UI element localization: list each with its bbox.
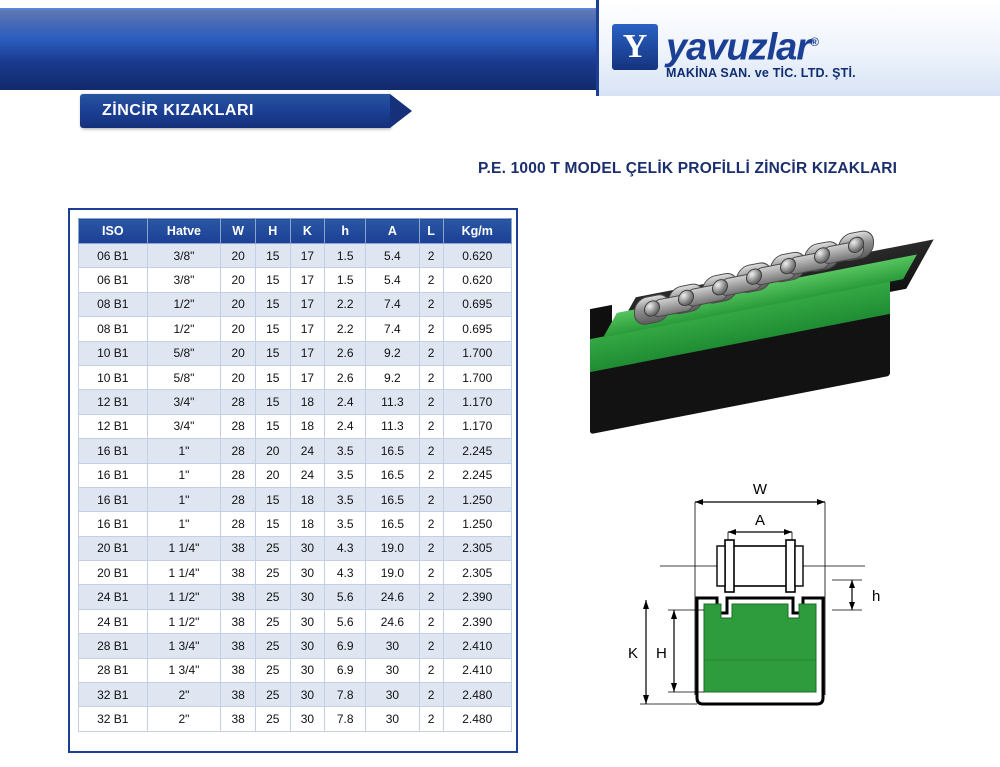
cell-iso: 06 B1 [79,268,148,292]
table-header-row [79,219,512,244]
cell-l: 2 [419,268,443,292]
product-photo [560,215,960,450]
cell-l: 2 [419,341,443,365]
cell-h-low: 4.3 [325,561,366,585]
cell-w: 38 [221,609,256,633]
cell-l: 2 [419,609,443,633]
cell-k: 30 [290,585,325,609]
table-row [79,463,512,487]
table-row [79,390,512,414]
cell-l: 2 [419,292,443,316]
cell-l: 2 [419,683,443,707]
cell-h-cap: 25 [255,536,290,560]
cell-k: 18 [290,390,325,414]
cell-h-cap: 25 [255,683,290,707]
cell-h-cap: 25 [255,609,290,633]
cell-h-cap: 25 [255,634,290,658]
cell-l: 2 [419,365,443,389]
cell-h-low: 7.8 [325,707,366,731]
cell-k: 30 [290,707,325,731]
cell-a: 5.4 [366,268,420,292]
cell-h-low: 7.8 [325,683,366,707]
cell-a: 24.6 [366,585,420,609]
company-logo [612,22,856,80]
brand-name-text: yavuzlar [666,26,811,69]
cell-h-low: 4.3 [325,536,366,560]
cell-l: 2 [419,512,443,536]
cell-iso: 16 B1 [79,439,148,463]
cell-a: 7.4 [366,317,420,341]
col-header-a: A [366,219,420,244]
cell-w: 28 [221,414,256,438]
cell-l: 2 [419,463,443,487]
cell-iso: 08 B1 [79,292,148,316]
cell-a: 30 [366,683,420,707]
cell-h-cap: 20 [255,463,290,487]
col-header-kgm: Kg/m [443,219,512,244]
logo-text-block [666,22,856,80]
cell-l: 2 [419,658,443,682]
cell-k: 24 [290,463,325,487]
cell-h-low: 3.5 [325,439,366,463]
brand-subtitle: MAKİNA SAN. ve TİC. LTD. ŞTİ. [666,65,856,80]
col-header-k: K [290,219,325,244]
cell-k: 24 [290,439,325,463]
spec-table [78,218,512,732]
spec-table-frame [68,208,518,753]
cell-kgm: 1.250 [443,487,512,511]
cell-h-cap: 25 [255,658,290,682]
cell-a: 30 [366,634,420,658]
col-header-hatve: Hatve [147,219,221,244]
table-row [79,414,512,438]
cell-iso: 08 B1 [79,317,148,341]
cell-l: 2 [419,317,443,341]
cell-kgm: 0.695 [443,317,512,341]
cell-iso: 32 B1 [79,683,148,707]
cell-h-cap: 15 [255,341,290,365]
cell-h-low: 1.5 [325,268,366,292]
table-row [79,585,512,609]
cell-kgm: 2.480 [443,707,512,731]
cell-w: 38 [221,536,256,560]
cell-hatve: 2" [147,707,221,731]
cell-iso: 12 B1 [79,390,148,414]
table-row [79,683,512,707]
table-row [79,439,512,463]
table-row [79,561,512,585]
table-row [79,512,512,536]
cell-h-low: 6.9 [325,634,366,658]
cell-kgm: 1.700 [443,365,512,389]
dim-label-h-lower: h [872,588,881,605]
cell-h-low: 3.5 [325,487,366,511]
cell-k: 17 [290,292,325,316]
table-row [79,658,512,682]
header-blue-band [0,8,620,90]
cell-h-low: 5.6 [325,585,366,609]
cell-l: 2 [419,487,443,511]
cell-iso: 20 B1 [79,536,148,560]
cell-h-low: 3.5 [325,512,366,536]
cell-h-cap: 15 [255,365,290,389]
technical-drawing-svg [600,470,930,750]
table-row [79,536,512,560]
cell-kgm: 2.410 [443,658,512,682]
cell-k: 30 [290,609,325,633]
cell-a: 30 [366,707,420,731]
table-row [79,634,512,658]
technical-drawing [600,470,930,750]
cell-a: 19.0 [366,536,420,560]
table-row [79,609,512,633]
cell-h-cap: 20 [255,439,290,463]
cell-k: 30 [290,561,325,585]
col-header-h-low: h [325,219,366,244]
cell-k: 18 [290,512,325,536]
cell-kgm: 2.390 [443,585,512,609]
cell-h-low: 2.2 [325,317,366,341]
product-photo-inner [580,235,940,430]
cell-w: 38 [221,585,256,609]
cell-a: 19.0 [366,561,420,585]
cell-l: 2 [419,634,443,658]
registered-trademark-icon: ® [810,35,818,49]
cell-k: 17 [290,317,325,341]
section-tab [80,94,390,128]
cell-a: 11.3 [366,390,420,414]
dim-label-a: A [754,512,766,529]
cell-hatve: 1 1/4" [147,536,221,560]
cell-a: 9.2 [366,341,420,365]
cell-hatve: 2" [147,683,221,707]
col-header-l: L [419,219,443,244]
cell-a: 16.5 [366,439,420,463]
cell-k: 17 [290,268,325,292]
cell-iso: 24 B1 [79,609,148,633]
cell-kgm: 1.700 [443,341,512,365]
cell-l: 2 [419,244,443,268]
cell-l: 2 [419,707,443,731]
cell-a: 9.2 [366,365,420,389]
cell-iso: 06 B1 [79,244,148,268]
cell-w: 20 [221,365,256,389]
cell-k: 17 [290,244,325,268]
section-tab-label: ZİNCİR KIZAKLARI [102,102,254,119]
cell-hatve: 1" [147,512,221,536]
cell-kgm: 1.250 [443,512,512,536]
col-header-w: W [221,219,256,244]
cell-w: 20 [221,244,256,268]
cell-a: 7.4 [366,292,420,316]
table-row [79,268,512,292]
cell-h-low: 3.5 [325,463,366,487]
page-bottom-edge [0,757,1000,767]
cell-hatve: 1 3/4" [147,634,221,658]
cell-w: 38 [221,683,256,707]
dim-label-h-upper: H [656,645,667,662]
cell-w: 28 [221,487,256,511]
table-row [79,292,512,316]
cell-hatve: 1 3/4" [147,658,221,682]
col-header-iso: ISO [79,219,148,244]
table-row [79,341,512,365]
cell-hatve: 5/8" [147,365,221,389]
cell-h-cap: 15 [255,414,290,438]
cell-h-cap: 15 [255,487,290,511]
logo-y-icon [612,24,658,70]
cell-h-low: 2.4 [325,390,366,414]
cell-a: 16.5 [366,463,420,487]
col-header-h-cap: H [255,219,290,244]
cell-w: 38 [221,707,256,731]
cell-k: 17 [290,341,325,365]
cell-k: 30 [290,683,325,707]
page-header [0,0,1000,96]
cell-kgm: 0.620 [443,268,512,292]
cell-a: 24.6 [366,609,420,633]
cell-h-cap: 15 [255,512,290,536]
cell-hatve: 1 1/2" [147,609,221,633]
cell-h-low: 2.2 [325,292,366,316]
cell-iso: 20 B1 [79,561,148,585]
cell-a: 11.3 [366,414,420,438]
cell-a: 16.5 [366,487,420,511]
cell-iso: 28 B1 [79,658,148,682]
cell-kgm: 1.170 [443,414,512,438]
table-row [79,365,512,389]
cell-a: 5.4 [366,244,420,268]
cell-iso: 24 B1 [79,585,148,609]
cell-h-cap: 25 [255,585,290,609]
cell-hatve: 1/2" [147,317,221,341]
table-row [79,317,512,341]
cell-kgm: 2.245 [443,439,512,463]
table-row [79,487,512,511]
table-row [79,707,512,731]
cell-w: 28 [221,439,256,463]
cell-kgm: 1.170 [443,390,512,414]
cell-w: 38 [221,634,256,658]
cell-kgm: 2.390 [443,609,512,633]
cell-k: 30 [290,536,325,560]
cell-h-cap: 25 [255,707,290,731]
dim-label-k: K [628,645,639,662]
cell-w: 28 [221,512,256,536]
cell-hatve: 5/8" [147,341,221,365]
cell-h-cap: 15 [255,268,290,292]
cell-kgm: 2.305 [443,536,512,560]
cell-kgm: 2.305 [443,561,512,585]
cell-h-low: 2.4 [325,414,366,438]
cell-h-low: 2.6 [325,341,366,365]
cell-kgm: 2.245 [443,463,512,487]
cell-k: 18 [290,414,325,438]
cell-hatve: 3/4" [147,390,221,414]
cell-k: 30 [290,658,325,682]
cell-w: 20 [221,292,256,316]
cell-kgm: 0.695 [443,292,512,316]
dim-label-w: W [752,481,768,498]
cell-h-low: 2.6 [325,365,366,389]
cell-hatve: 1" [147,439,221,463]
cell-l: 2 [419,561,443,585]
cell-w: 38 [221,658,256,682]
cell-h-cap: 15 [255,390,290,414]
cell-h-cap: 15 [255,244,290,268]
cell-l: 2 [419,585,443,609]
cell-kgm: 2.480 [443,683,512,707]
cell-hatve: 1/2" [147,292,221,316]
cell-a: 30 [366,658,420,682]
cell-l: 2 [419,439,443,463]
cell-w: 20 [221,341,256,365]
cell-kgm: 0.620 [443,244,512,268]
cell-h-cap: 25 [255,561,290,585]
cell-iso: 12 B1 [79,414,148,438]
cell-hatve: 1" [147,487,221,511]
cell-k: 18 [290,487,325,511]
table-row [79,244,512,268]
cell-l: 2 [419,414,443,438]
cell-l: 2 [419,536,443,560]
cell-hatve: 1 1/2" [147,585,221,609]
cell-h-low: 6.9 [325,658,366,682]
cell-h-cap: 15 [255,317,290,341]
cell-l: 2 [419,390,443,414]
cell-iso: 28 B1 [79,634,148,658]
cell-iso: 16 B1 [79,512,148,536]
cell-k: 17 [290,365,325,389]
cell-h-low: 1.5 [325,244,366,268]
brand-name [666,22,856,68]
cell-w: 28 [221,463,256,487]
cell-w: 38 [221,561,256,585]
cell-hatve: 1" [147,463,221,487]
cell-h-low: 5.6 [325,609,366,633]
cell-h-cap: 15 [255,292,290,316]
cell-kgm: 2.410 [443,634,512,658]
cell-w: 20 [221,317,256,341]
cell-iso: 16 B1 [79,463,148,487]
cell-iso: 10 B1 [79,341,148,365]
cell-iso: 10 B1 [79,365,148,389]
cell-hatve: 3/4" [147,414,221,438]
cell-hatve: 3/8" [147,268,221,292]
cell-a: 16.5 [366,512,420,536]
cell-iso: 16 B1 [79,487,148,511]
cell-w: 20 [221,268,256,292]
cell-k: 30 [290,634,325,658]
cell-hatve: 1 1/4" [147,561,221,585]
cell-iso: 32 B1 [79,707,148,731]
page-title: P.E. 1000 T MODEL ÇELİK PROFİLLİ ZİNCİR KIZAKLARI [478,160,898,177]
cell-w: 28 [221,390,256,414]
cell-hatve: 3/8" [147,244,221,268]
